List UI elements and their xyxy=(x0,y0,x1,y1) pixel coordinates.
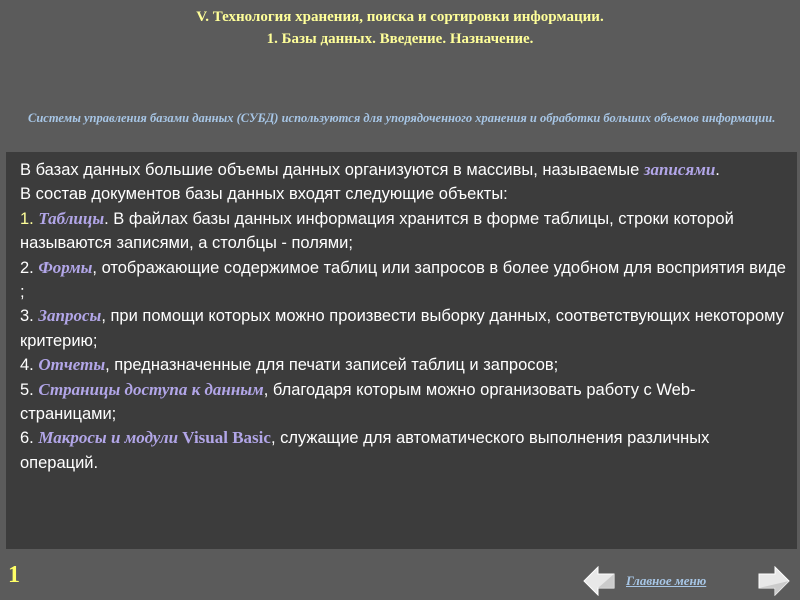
list-item xyxy=(20,256,790,305)
slide-title-line1: V. Технология хранения, поиска и сортировки информации. xyxy=(196,9,604,25)
item-number: 2. xyxy=(20,258,39,277)
arrow-left-icon xyxy=(583,566,615,596)
item-text: , при помощи которых можно произвести выборку данных, соответствующих некоторому критерию; xyxy=(20,307,784,350)
paragraph-records xyxy=(20,158,790,182)
paragraph-records-text: В базах данных большие объемы данных организуются в массивы, называемые xyxy=(20,161,644,179)
intro-text: Системы управления базами данных (СУБД) используются для упорядоченного хранения и обработки больших объемов информации. xyxy=(28,111,776,125)
prev-slide-button[interactable] xyxy=(583,566,615,596)
term-forms: Формы xyxy=(38,257,93,277)
item-number: 5. xyxy=(20,380,39,399)
item-text: , служащие для автоматического выполнения различных операций. xyxy=(20,429,710,472)
page-number: 1 xyxy=(8,562,20,588)
item-text: , отображающие содержимое таблиц или запросов в более удобном для восприятия виде ; xyxy=(20,258,786,302)
list-item xyxy=(20,207,790,256)
main-menu-link[interactable]: Главное меню xyxy=(626,573,707,588)
slide-title-line2: 1. Базы данных. Введение. Назначение. xyxy=(266,31,534,47)
term-reports: Отчеты xyxy=(38,355,106,375)
list-item xyxy=(20,304,790,353)
list-item xyxy=(20,378,790,427)
term-queries: Запросы xyxy=(38,306,102,326)
paragraph-records-end: . xyxy=(715,161,720,179)
item-number: 1. xyxy=(20,209,39,228)
content-text xyxy=(20,158,790,475)
item-text: , предназначенные для печати записей таблиц и запросов; xyxy=(105,356,559,375)
list-item xyxy=(20,353,790,377)
item-number: 3. xyxy=(20,307,39,326)
list-item xyxy=(20,426,790,475)
item-text: , благодаря которым можно организовать работу с Web-страницами; xyxy=(20,380,696,424)
term-tables: Таблицы xyxy=(38,208,105,228)
arrow-right-icon xyxy=(758,566,790,596)
term-data-access-pages: Страницы доступа к данным xyxy=(38,379,264,399)
item-number: 6. xyxy=(20,429,39,448)
paragraph-objects: В состав документов базы данных входят следующие объекты: xyxy=(20,185,508,204)
content-panel xyxy=(6,152,797,549)
term-macros-modules: Макросы и модули xyxy=(38,428,183,448)
item-number: 4. xyxy=(20,356,39,375)
next-slide-button[interactable] xyxy=(758,566,790,596)
item-text: . В файлах базы данных информация хранится в форме таблицы, строки которой называются записями, а столбцы - полями; xyxy=(20,209,734,253)
term-visual-basic: Visual Basic xyxy=(182,428,271,448)
term-records: записями xyxy=(643,160,716,179)
